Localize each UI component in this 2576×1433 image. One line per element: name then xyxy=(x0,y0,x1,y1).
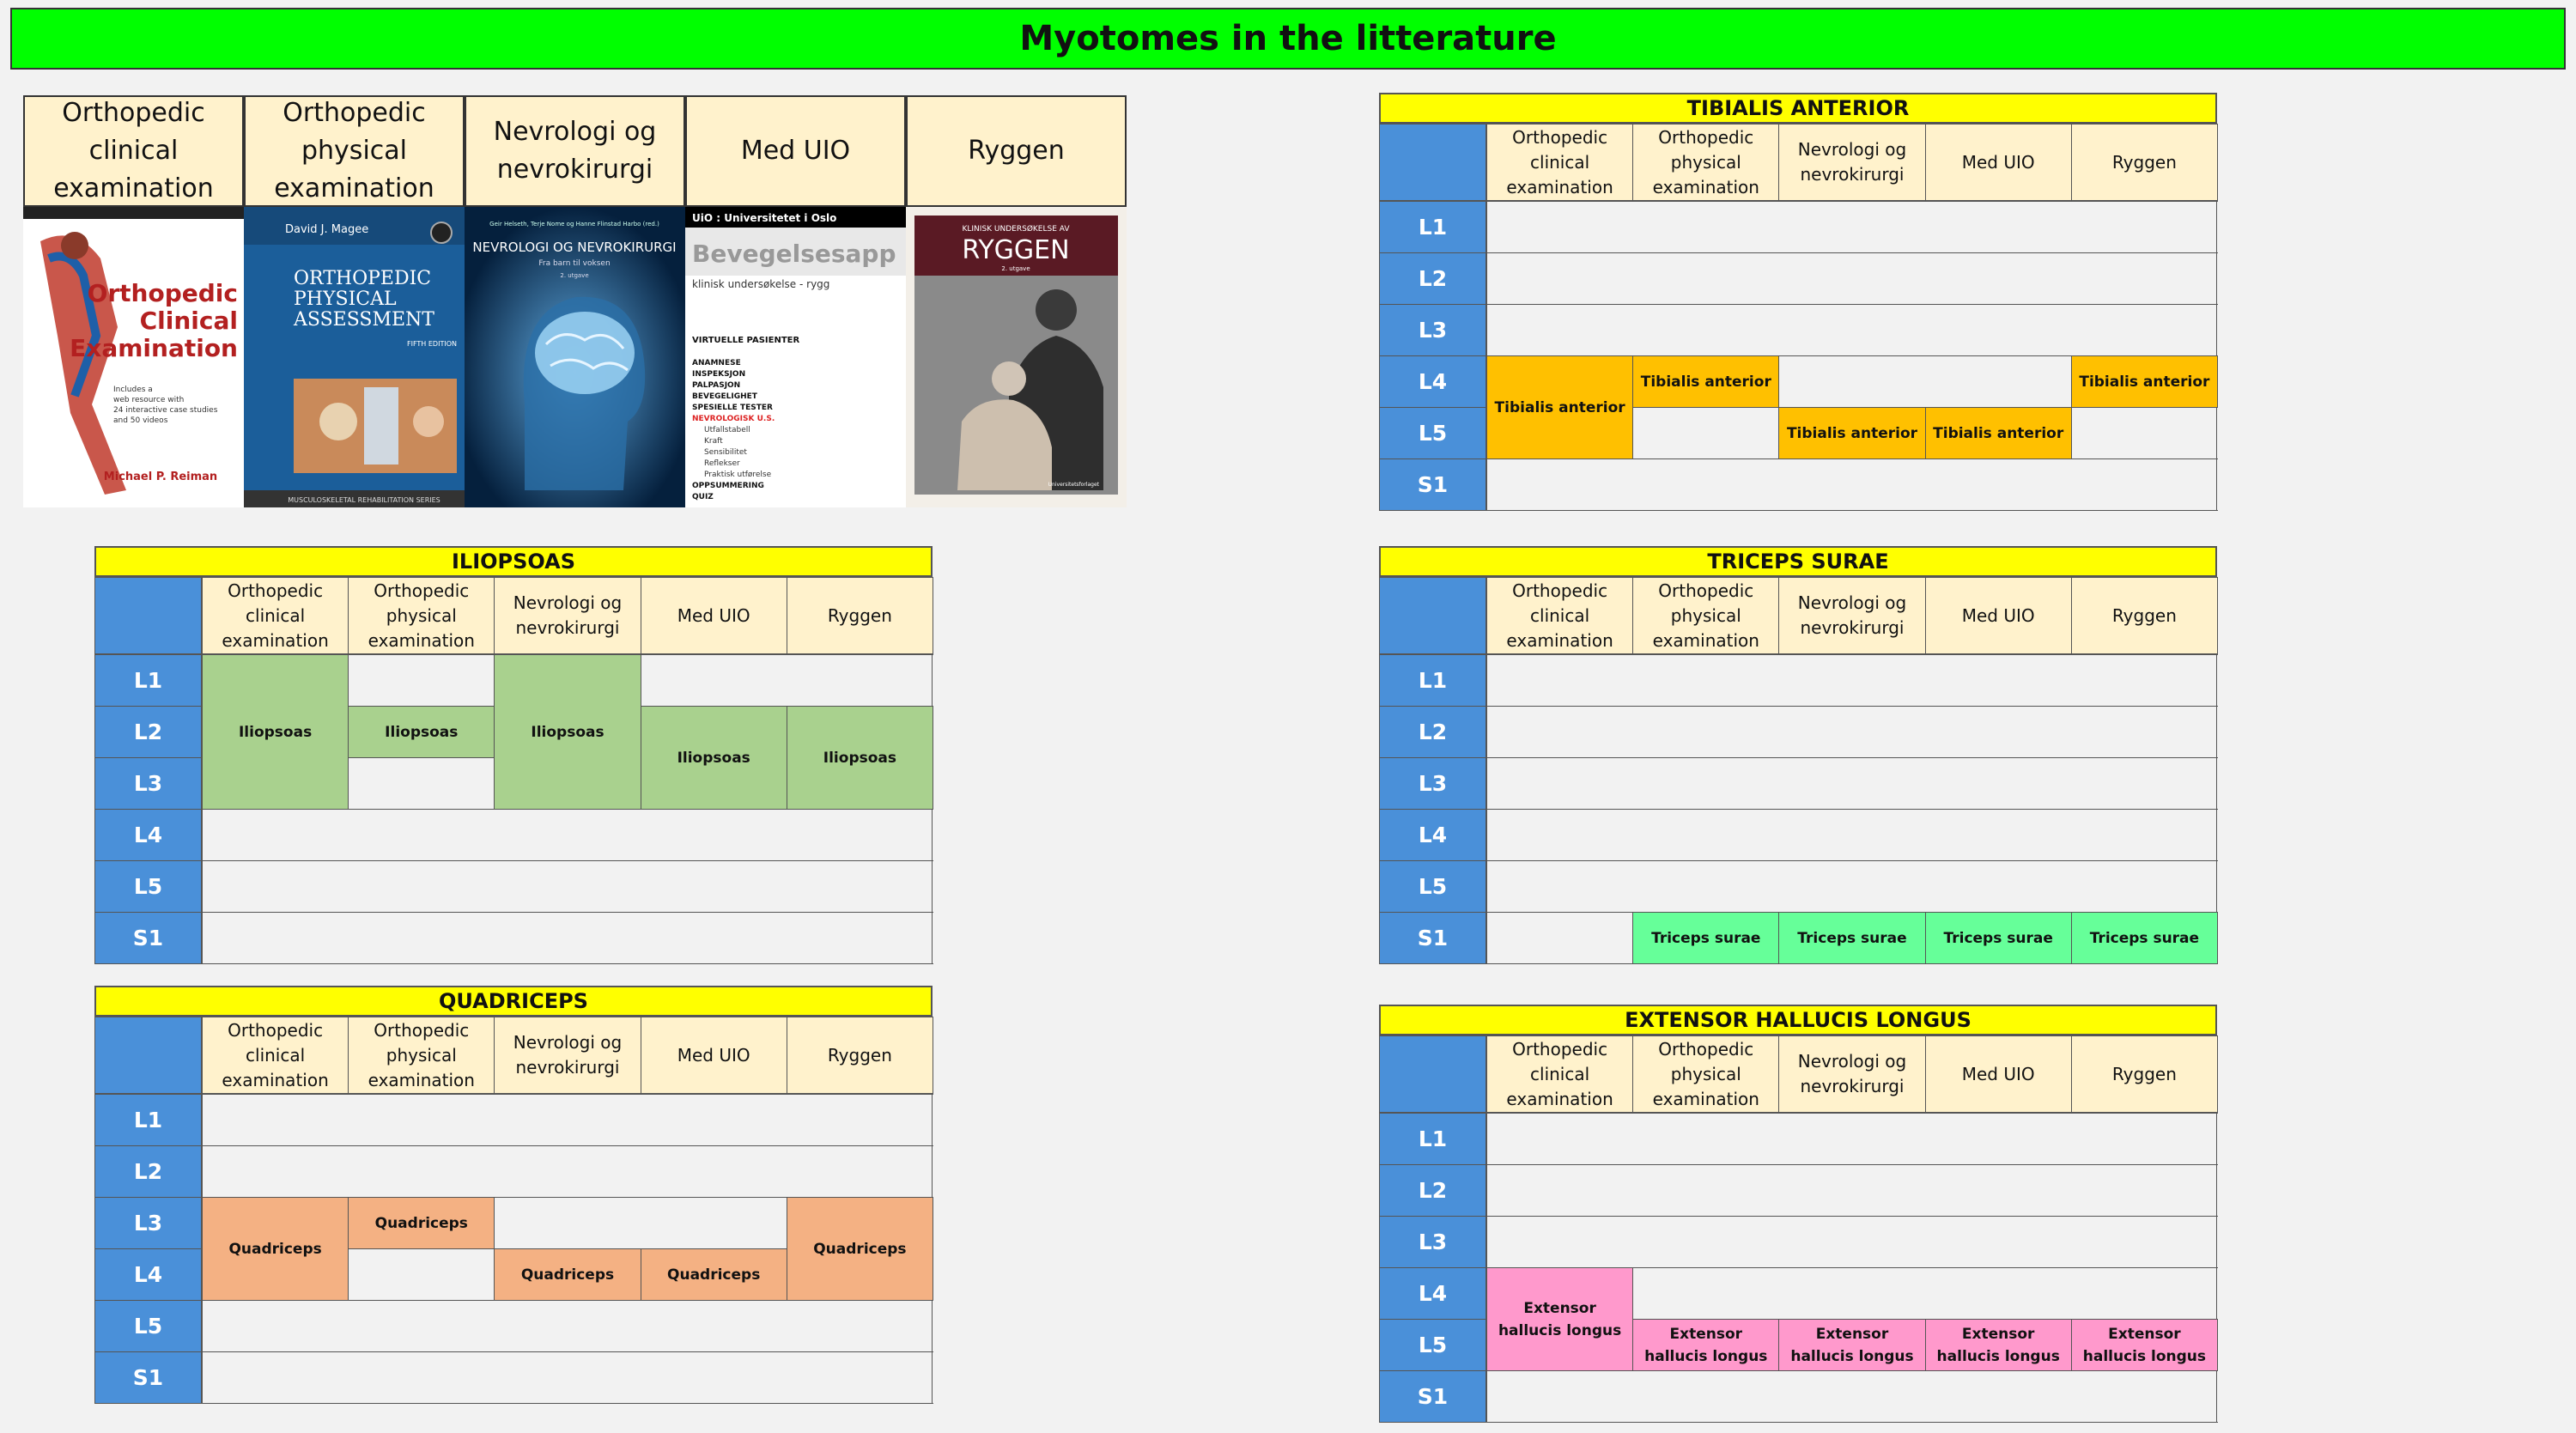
row-border xyxy=(2216,1113,2217,1165)
level-label-s1: S1 xyxy=(94,912,202,964)
book-cover-orthopedic-clinical-examination xyxy=(23,207,244,507)
row-border xyxy=(932,1145,933,1198)
table-corner xyxy=(94,1017,202,1094)
svg-text:Universitetsforlaget: Universitetsforlaget xyxy=(1048,482,1099,488)
book-column-2 xyxy=(244,95,465,507)
empty-cell xyxy=(2071,706,2218,758)
empty-cell xyxy=(202,1145,349,1198)
row-border xyxy=(932,1300,933,1352)
empty-cell xyxy=(1778,304,1925,356)
empty-cell xyxy=(2071,304,2218,356)
empty-cell xyxy=(1778,1216,1925,1268)
empty-cell xyxy=(1778,355,1925,408)
empty-cell xyxy=(1778,252,1925,305)
empty-cell xyxy=(641,912,787,964)
empty-cell xyxy=(202,1300,349,1352)
empty-cell xyxy=(2071,458,2218,511)
empty-cell xyxy=(1632,1370,1779,1423)
level-label-l2: L2 xyxy=(1379,252,1486,305)
empty-cell xyxy=(202,860,349,913)
column-header: Med UIO xyxy=(1925,124,2072,201)
myotome-cell: Iliopsoas xyxy=(787,706,933,810)
empty-cell xyxy=(1632,252,1779,305)
empty-cell xyxy=(1778,458,1925,511)
svg-text:QUIZ: QUIZ xyxy=(692,493,714,501)
row-border xyxy=(2216,252,2217,305)
empty-cell xyxy=(1632,201,1779,253)
row-border xyxy=(2216,1370,2217,1423)
svg-text:ASSESSMENT: ASSESSMENT xyxy=(294,309,434,331)
empty-cell xyxy=(641,1197,787,1249)
column-header: Orthopedic physical examination xyxy=(1632,577,1779,654)
column-header: Ryggen xyxy=(787,1017,933,1094)
empty-cell xyxy=(494,860,641,913)
svg-text:2. utgave: 2. utgave xyxy=(1001,265,1030,272)
svg-text:BEVEGELIGHET: BEVEGELIGHET xyxy=(692,392,757,401)
level-label-s1: S1 xyxy=(1379,1370,1486,1423)
level-label-l3: L3 xyxy=(1379,1216,1486,1268)
column-header: Ryggen xyxy=(787,577,933,654)
table-corner xyxy=(1379,577,1486,654)
column-header: Med UIO xyxy=(641,577,787,654)
svg-text:Clinical: Clinical xyxy=(139,307,238,335)
row-border xyxy=(2216,809,2217,861)
empty-cell xyxy=(1778,1164,1925,1217)
row-border xyxy=(2216,860,2217,913)
empty-cell xyxy=(2071,1164,2218,1217)
quadriceps-table xyxy=(94,986,933,1403)
empty-cell xyxy=(1925,654,2072,707)
row-border xyxy=(932,654,933,707)
level-label-s1: S1 xyxy=(1379,458,1486,511)
empty-cell xyxy=(2071,1267,2218,1320)
table-title: TIBIALIS ANTERIOR xyxy=(1379,93,2217,124)
row-border xyxy=(932,1094,933,1146)
column-header: Ryggen xyxy=(2071,1035,2218,1113)
book-cover-nevrologi-og-nevrokirurgi xyxy=(465,207,685,507)
empty-cell xyxy=(348,912,495,964)
empty-cell xyxy=(348,1248,495,1301)
column-header: Orthopedic physical examination xyxy=(348,1017,495,1094)
svg-text:SPESIELLE TESTER: SPESIELLE TESTER xyxy=(692,404,773,412)
column-header: Orthopedic clinical examination xyxy=(1486,1035,1633,1113)
svg-text:OPPSUMMERING: OPPSUMMERING xyxy=(692,482,764,490)
myotome-cell: Tibialis anterior xyxy=(1778,407,1925,459)
svg-text:PHYSICAL: PHYSICAL xyxy=(294,288,397,310)
empty-cell xyxy=(1925,458,2072,511)
book-column-5 xyxy=(906,95,1127,507)
iliopsoas-table xyxy=(94,546,933,963)
empty-cell xyxy=(2071,407,2218,459)
empty-cell xyxy=(1486,706,1633,758)
empty-cell xyxy=(2071,860,2218,913)
myotome-cell: Quadriceps xyxy=(494,1248,641,1301)
table-title: ILIOPSOAS xyxy=(94,546,933,577)
level-label-l2: L2 xyxy=(94,706,202,758)
level-label-l4: L4 xyxy=(1379,1267,1486,1320)
row-border xyxy=(932,809,933,861)
level-label-l1: L1 xyxy=(94,1094,202,1146)
column-header: Ryggen xyxy=(2071,124,2218,201)
empty-cell xyxy=(494,809,641,861)
empty-cell xyxy=(348,1145,495,1198)
empty-cell xyxy=(1632,860,1779,913)
empty-cell xyxy=(787,912,933,964)
empty-cell xyxy=(1925,1113,2072,1165)
level-label-l2: L2 xyxy=(1379,706,1486,758)
empty-cell xyxy=(1486,912,1633,964)
column-header: Orthopedic physical examination xyxy=(1632,124,1779,201)
column-header: Nevrologi og nevrokirurgi xyxy=(494,577,641,654)
svg-text:24 interactive case studies: 24 interactive case studies xyxy=(113,406,218,415)
level-label-l3: L3 xyxy=(1379,757,1486,810)
empty-cell xyxy=(348,1351,495,1404)
empty-cell xyxy=(1925,1216,2072,1268)
svg-text:Geir Helseth, Terje Nome og Ha: Geir Helseth, Terje Nome og Hanne Flinstad Harbo (red.) xyxy=(489,221,659,228)
myotome-cell: Triceps surae xyxy=(1925,912,2072,964)
empty-cell xyxy=(1925,706,2072,758)
level-label-l4: L4 xyxy=(94,1248,202,1301)
empty-cell xyxy=(348,757,495,810)
empty-cell xyxy=(641,654,787,707)
level-label-l2: L2 xyxy=(1379,1164,1486,1217)
row-border xyxy=(932,912,933,964)
empty-cell xyxy=(348,809,495,861)
empty-cell xyxy=(2071,809,2218,861)
svg-text:Examination: Examination xyxy=(70,334,238,362)
myotome-cell: Extensor hallucis longus xyxy=(1778,1319,1925,1371)
row-border xyxy=(2216,201,2217,253)
empty-cell xyxy=(494,1351,641,1404)
empty-cell xyxy=(2071,201,2218,253)
empty-cell xyxy=(2071,1216,2218,1268)
level-label-s1: S1 xyxy=(94,1351,202,1404)
column-header: Med UIO xyxy=(1925,577,2072,654)
book-column-4 xyxy=(685,95,906,507)
myotome-cell: Tibialis anterior xyxy=(2071,355,2218,408)
empty-cell xyxy=(1925,1267,2072,1320)
empty-cell xyxy=(1925,757,2072,810)
triceps-surae-table xyxy=(1379,546,2217,963)
column-header: Med UIO xyxy=(641,1017,787,1094)
empty-cell xyxy=(1486,252,1633,305)
row-border xyxy=(2216,706,2217,758)
svg-text:UiO : Universitetet i Oslo: UiO : Universitetet i Oslo xyxy=(692,212,837,224)
svg-text:ORTHOPEDIC: ORTHOPEDIC xyxy=(294,268,432,289)
page-title: Myotomes in the litterature xyxy=(10,8,2566,70)
svg-text:Sensibilitet: Sensibilitet xyxy=(704,448,747,457)
empty-cell xyxy=(1486,757,1633,810)
level-label-l5: L5 xyxy=(1379,860,1486,913)
row-border xyxy=(932,1351,933,1404)
empty-cell xyxy=(641,1300,787,1352)
svg-text:NEVROLOGISK U.S.: NEVROLOGISK U.S. xyxy=(692,415,775,423)
empty-cell xyxy=(1778,1267,1925,1320)
row-border xyxy=(2216,304,2217,356)
empty-cell xyxy=(1778,201,1925,253)
myotome-cell: Extensor hallucis longus xyxy=(1486,1267,1633,1371)
level-label-l1: L1 xyxy=(1379,654,1486,707)
row-border xyxy=(2216,757,2217,810)
book-header: Orthopedic clinical examination xyxy=(23,95,244,207)
svg-text:FIFTH EDITION: FIFTH EDITION xyxy=(407,340,457,348)
level-label-l1: L1 xyxy=(1379,201,1486,253)
empty-cell xyxy=(1925,1164,2072,1217)
level-label-l2: L2 xyxy=(94,1145,202,1198)
empty-cell xyxy=(348,654,495,707)
svg-text:PALPASJON: PALPASJON xyxy=(692,381,741,390)
empty-cell xyxy=(1632,1267,1779,1320)
empty-cell xyxy=(1925,304,2072,356)
myotome-cell: Triceps surae xyxy=(1632,912,1779,964)
book-column-1 xyxy=(23,95,244,507)
svg-text:Reflekser: Reflekser xyxy=(704,459,740,468)
svg-text:MUSCULOSKELETAL REHABILITATION: MUSCULOSKELETAL REHABILITATION SERIES xyxy=(288,496,440,504)
source-books xyxy=(23,95,1127,507)
empty-cell xyxy=(1486,1164,1633,1217)
column-header: Med UIO xyxy=(1925,1035,2072,1113)
level-label-l1: L1 xyxy=(1379,1113,1486,1165)
book-header: Ryggen xyxy=(906,95,1127,207)
myotome-cell: Extensor hallucis longus xyxy=(1632,1319,1779,1371)
svg-text:Bevegelsesapp: Bevegelsesapp xyxy=(692,240,896,268)
empty-cell xyxy=(787,654,933,707)
column-header: Nevrologi og nevrokirurgi xyxy=(1778,577,1925,654)
empty-cell xyxy=(494,1094,641,1146)
empty-cell xyxy=(1778,1113,1925,1165)
table-title: EXTENSOR HALLUCIS LONGUS xyxy=(1379,1005,2217,1035)
empty-cell xyxy=(494,1300,641,1352)
level-label-l3: L3 xyxy=(94,1197,202,1249)
myotome-cell: Iliopsoas xyxy=(641,706,787,810)
empty-cell xyxy=(1778,757,1925,810)
myotome-cell: Quadriceps xyxy=(202,1197,349,1301)
empty-cell xyxy=(641,860,787,913)
empty-cell xyxy=(787,1351,933,1404)
empty-cell xyxy=(1632,1113,1779,1165)
med-uio-app-screenshot xyxy=(685,207,906,507)
myotome-cell: Extensor hallucis longus xyxy=(1925,1319,2072,1371)
level-label-l5: L5 xyxy=(1379,407,1486,459)
row-border xyxy=(2216,654,2217,707)
svg-text:and 50 videos: and 50 videos xyxy=(113,416,168,425)
myotome-cell: Iliopsoas xyxy=(494,654,641,810)
empty-cell xyxy=(1486,201,1633,253)
svg-text:klinisk undersøkelse - rygg: klinisk undersøkelse - rygg xyxy=(692,278,830,290)
level-label-l1: L1 xyxy=(94,654,202,707)
empty-cell xyxy=(641,1351,787,1404)
empty-cell xyxy=(1632,1164,1779,1217)
empty-cell xyxy=(2071,757,2218,810)
empty-cell xyxy=(1486,860,1633,913)
table-corner xyxy=(1379,124,1486,201)
level-label-l4: L4 xyxy=(1379,355,1486,408)
table-title: QUADRICEPS xyxy=(94,986,933,1017)
empty-cell xyxy=(1486,809,1633,861)
empty-cell xyxy=(1632,809,1779,861)
book-header: Orthopedic physical examination xyxy=(244,95,465,207)
row-border xyxy=(2216,1216,2217,1268)
myotome-cell: Tibialis anterior xyxy=(1632,355,1779,408)
empty-cell xyxy=(2071,252,2218,305)
empty-cell xyxy=(202,809,349,861)
myotome-cell: Triceps surae xyxy=(2071,912,2218,964)
empty-cell xyxy=(2071,1370,2218,1423)
empty-cell xyxy=(1778,654,1925,707)
column-header: Orthopedic clinical examination xyxy=(202,1017,349,1094)
column-header: Orthopedic clinical examination xyxy=(1486,124,1633,201)
empty-cell xyxy=(2071,1113,2218,1165)
column-header: Orthopedic physical examination xyxy=(348,577,495,654)
svg-text:web resource with: web resource with xyxy=(113,396,185,404)
myotome-cell: Quadriceps xyxy=(787,1197,933,1301)
empty-cell xyxy=(348,1300,495,1352)
svg-text:Fra barn til voksen: Fra barn til voksen xyxy=(538,259,611,268)
empty-cell xyxy=(641,1094,787,1146)
empty-cell xyxy=(494,912,641,964)
svg-text:Utfallstabell: Utfallstabell xyxy=(704,426,750,434)
svg-text:2. utgave: 2. utgave xyxy=(560,272,589,279)
row-border xyxy=(932,860,933,913)
column-header: Orthopedic clinical examination xyxy=(1486,577,1633,654)
row-border xyxy=(2216,458,2217,511)
myotome-cell: Triceps surae xyxy=(1778,912,1925,964)
svg-text:RYGGEN: RYGGEN xyxy=(962,235,1070,265)
myotome-cell: Iliopsoas xyxy=(202,654,349,810)
myotome-cell: Tibialis anterior xyxy=(1486,355,1633,459)
myotome-cell: Extensor hallucis longus xyxy=(2071,1319,2218,1371)
myotome-cell: Quadriceps xyxy=(641,1248,787,1301)
column-header: Nevrologi og nevrokirurgi xyxy=(494,1017,641,1094)
empty-cell xyxy=(1925,201,2072,253)
empty-cell xyxy=(1925,809,2072,861)
tibialis-anterior-table xyxy=(1379,93,2217,510)
level-label-l3: L3 xyxy=(1379,304,1486,356)
empty-cell xyxy=(1778,706,1925,758)
level-label-s1: S1 xyxy=(1379,912,1486,964)
empty-cell xyxy=(787,1300,933,1352)
empty-cell xyxy=(1486,1216,1633,1268)
empty-cell xyxy=(202,1094,349,1146)
empty-cell xyxy=(1778,809,1925,861)
empty-cell xyxy=(1925,1370,2072,1423)
myotome-cell: Quadriceps xyxy=(348,1197,495,1249)
cover-title-line: Orthopedic xyxy=(87,279,238,307)
empty-cell xyxy=(1632,706,1779,758)
row-border xyxy=(2216,407,2217,459)
book-cover-ryggen xyxy=(906,207,1127,507)
empty-cell xyxy=(1632,757,1779,810)
myotome-cell: Iliopsoas xyxy=(348,706,495,758)
level-label-l5: L5 xyxy=(1379,1319,1486,1371)
column-header: Orthopedic clinical examination xyxy=(202,577,349,654)
empty-cell xyxy=(348,860,495,913)
book-header: Med UIO xyxy=(685,95,906,207)
column-header: Nevrologi og nevrokirurgi xyxy=(1778,124,1925,201)
empty-cell xyxy=(1925,355,2072,408)
empty-cell xyxy=(1486,304,1633,356)
svg-text:Praktisk utførelse: Praktisk utførelse xyxy=(704,471,772,479)
svg-text:VIRTUELLE PASIENTER: VIRTUELLE PASIENTER xyxy=(692,336,800,345)
empty-cell xyxy=(1632,654,1779,707)
empty-cell xyxy=(787,809,933,861)
svg-text:Includes a: Includes a xyxy=(113,386,153,394)
empty-cell xyxy=(494,1197,641,1249)
table-corner xyxy=(1379,1035,1486,1113)
empty-cell xyxy=(1778,1370,1925,1423)
svg-text:INSPEKSJON: INSPEKSJON xyxy=(692,370,746,379)
empty-cell xyxy=(1632,304,1779,356)
svg-text:ANAMNESE: ANAMNESE xyxy=(692,359,741,367)
row-border xyxy=(2216,1267,2217,1320)
empty-cell xyxy=(202,912,349,964)
column-header: Orthopedic physical examination xyxy=(1632,1035,1779,1113)
myotome-cell: Tibialis anterior xyxy=(1925,407,2072,459)
table-title: TRICEPS SURAE xyxy=(1379,546,2217,577)
column-header: Nevrologi og nevrokirurgi xyxy=(1778,1035,1925,1113)
empty-cell xyxy=(494,1145,641,1198)
level-label-l4: L4 xyxy=(94,809,202,861)
empty-cell xyxy=(1632,458,1779,511)
svg-text:KLINISK UNDERSØKELSE AV: KLINISK UNDERSØKELSE AV xyxy=(962,225,1070,234)
level-label-l5: L5 xyxy=(94,1300,202,1352)
column-header: Ryggen xyxy=(2071,577,2218,654)
empty-cell xyxy=(1486,458,1633,511)
extensor-hallucis-longus-table xyxy=(1379,1005,2217,1422)
level-label-l5: L5 xyxy=(94,860,202,913)
empty-cell xyxy=(2071,654,2218,707)
empty-cell xyxy=(1486,1113,1633,1165)
empty-cell xyxy=(787,1094,933,1146)
empty-cell xyxy=(1778,860,1925,913)
svg-text:Kraft: Kraft xyxy=(704,437,723,446)
empty-cell xyxy=(787,860,933,913)
empty-cell xyxy=(1925,252,2072,305)
empty-cell xyxy=(1632,1216,1779,1268)
svg-text:NEVROLOGI OG NEVROKIRURGI: NEVROLOGI OG NEVROKIRURGI xyxy=(472,240,677,255)
empty-cell xyxy=(1925,860,2072,913)
empty-cell xyxy=(641,1145,787,1198)
book-header: Nevrologi og nevrokirurgi xyxy=(465,95,685,207)
empty-cell xyxy=(1486,1370,1633,1423)
table-corner xyxy=(94,577,202,654)
empty-cell xyxy=(1486,654,1633,707)
book-column-3 xyxy=(465,95,685,507)
empty-cell xyxy=(348,1094,495,1146)
empty-cell xyxy=(787,1145,933,1198)
level-label-l4: L4 xyxy=(1379,809,1486,861)
svg-text:Michael P. Reiman: Michael P. Reiman xyxy=(103,471,218,483)
book-cover-orthopedic-physical-assessment xyxy=(244,207,465,507)
empty-cell xyxy=(202,1351,349,1404)
empty-cell xyxy=(1632,407,1779,459)
row-border xyxy=(2216,1164,2217,1217)
svg-text:David J. Magee: David J. Magee xyxy=(285,223,369,236)
level-label-l3: L3 xyxy=(94,757,202,810)
empty-cell xyxy=(641,809,787,861)
